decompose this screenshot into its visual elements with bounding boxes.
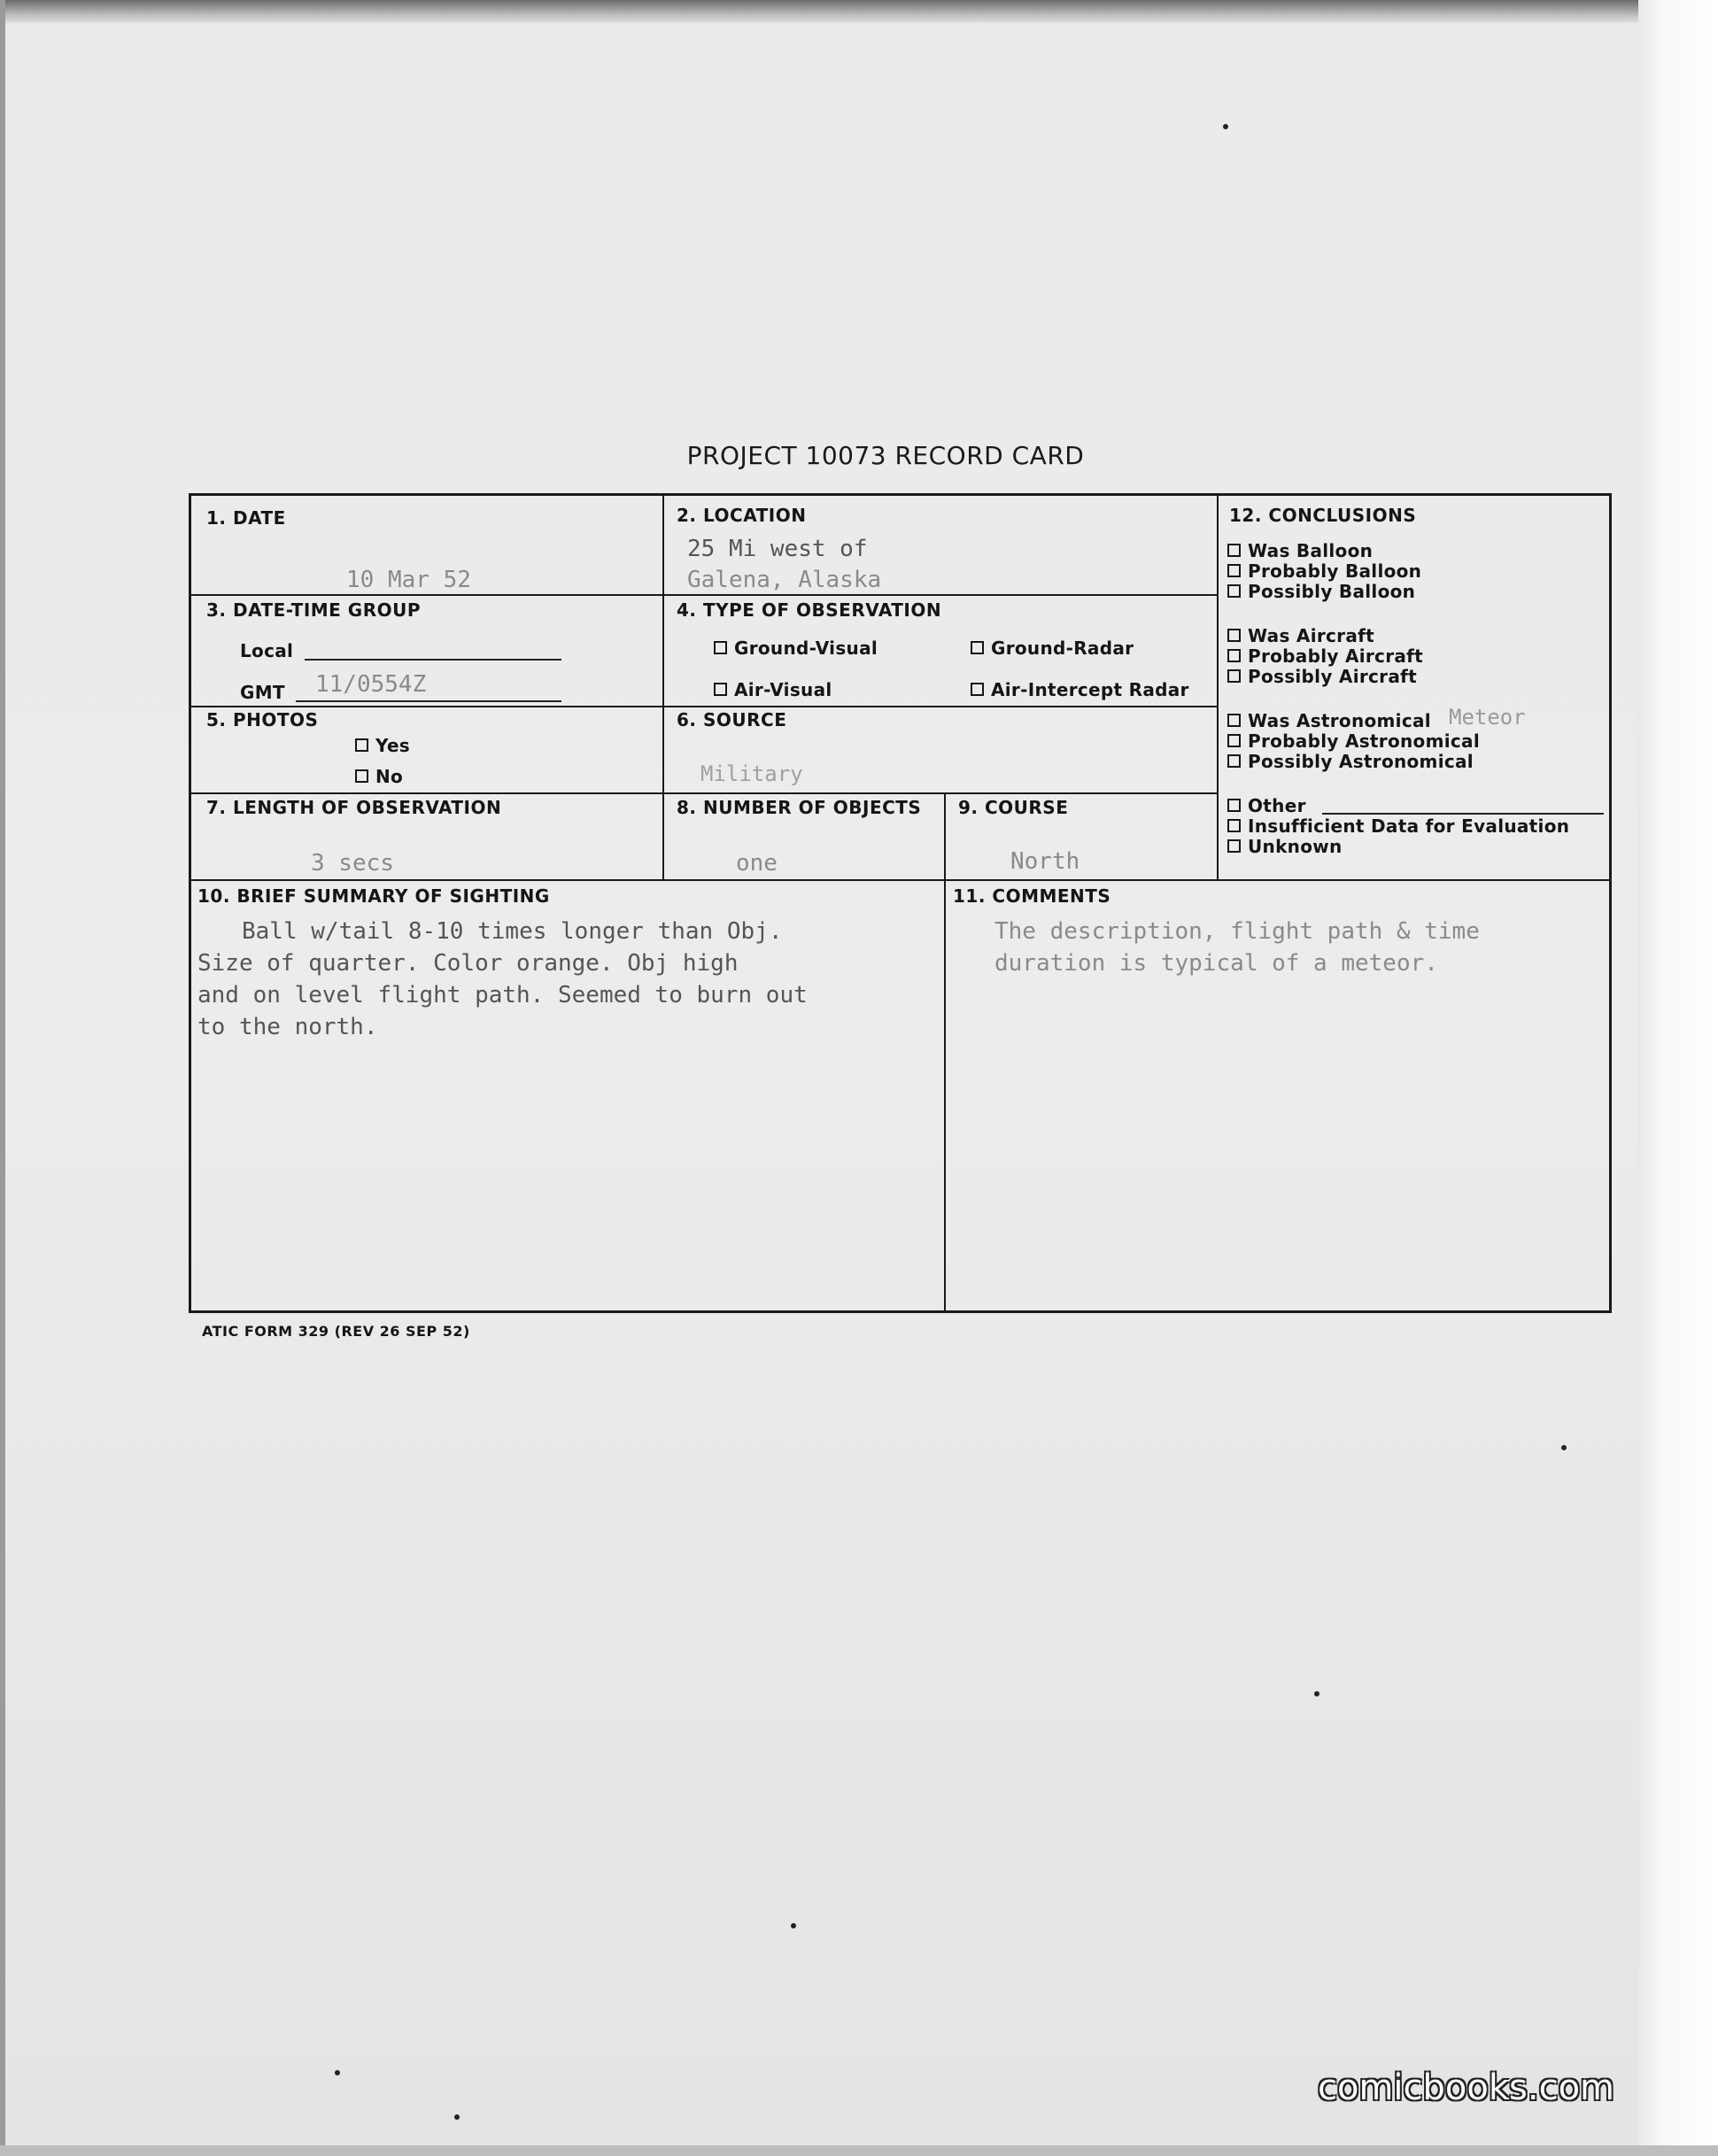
divider (191, 792, 1217, 794)
record-card (189, 493, 1612, 1313)
divider (191, 594, 1217, 596)
option-was-aircraft[interactable]: Was Aircraft (1227, 625, 1374, 646)
gmt-label: GMT (240, 682, 285, 703)
photos-label: 5. PHOTOS (206, 709, 319, 730)
option-other[interactable]: Other (1227, 795, 1306, 816)
option-ground-radar[interactable]: Ground-Radar (971, 638, 1134, 659)
date-value: 10 Mar 52 (346, 567, 471, 593)
date-time-group-label: 3. DATE-TIME GROUP (206, 599, 421, 621)
option-photos-yes[interactable]: Yes (355, 735, 410, 756)
option-air-intercept-radar[interactable]: Air-Intercept Radar (971, 679, 1189, 700)
checkbox-icon (1227, 564, 1241, 577)
summary-line-4: to the north. (197, 1014, 378, 1040)
option-unknown[interactable]: Unknown (1227, 836, 1343, 857)
summary-line-3: and on level flight path. Seemed to burn out (197, 982, 808, 1008)
checkbox-icon (1227, 584, 1241, 598)
comments-label: 11. COMMENTS (953, 885, 1111, 907)
location-line-2: Galena, Alaska (687, 567, 882, 593)
checkbox-icon (1227, 839, 1241, 853)
speck (791, 1923, 796, 1928)
length-of-observation-value: 3 secs (311, 850, 394, 877)
gmt-value: 11/0554Z (315, 671, 427, 698)
checkbox-icon (355, 738, 368, 752)
course-label: 9. COURSE (958, 797, 1069, 818)
checkbox-icon (1227, 629, 1241, 642)
option-possibly-astronomical[interactable]: Possibly Astronomical (1227, 751, 1474, 772)
type-of-observation-label: 4. TYPE OF OBSERVATION (677, 599, 942, 621)
number-of-objects-label: 8. NUMBER OF OBJECTS (677, 797, 922, 818)
checkbox-icon (1227, 734, 1241, 747)
option-probably-astronomical[interactable]: Probably Astronomical (1227, 730, 1480, 752)
option-insufficient-data[interactable]: Insufficient Data for Evaluation (1227, 815, 1569, 837)
speck (454, 2114, 460, 2120)
speck (1223, 124, 1228, 129)
checkbox-icon (714, 683, 727, 696)
checkbox-icon (355, 769, 368, 783)
divider (662, 496, 664, 879)
conclusions-label: 12. CONCLUSIONS (1229, 505, 1417, 526)
page-title: PROJECT 10073 RECORD CARD (686, 441, 1085, 470)
option-air-visual[interactable]: Air-Visual (714, 679, 832, 700)
option-possibly-aircraft[interactable]: Possibly Aircraft (1227, 666, 1417, 687)
checkbox-icon (1227, 714, 1241, 727)
local-field-line (305, 659, 561, 661)
summary-line-1: Ball w/tail 8-10 times longer than Obj. (242, 918, 783, 945)
source-value: Military (700, 761, 803, 786)
checkbox-icon (971, 683, 984, 696)
scan-left-edge (0, 0, 5, 2156)
course-value: North (1010, 848, 1080, 875)
option-possibly-balloon[interactable]: Possibly Balloon (1227, 581, 1415, 602)
divider (191, 879, 1610, 881)
date-label: 1. DATE (206, 507, 286, 529)
divider (944, 792, 946, 1311)
option-photos-no[interactable]: No (355, 766, 403, 787)
local-label: Local (240, 640, 294, 661)
other-field-line (1322, 813, 1604, 815)
form-id: ATIC FORM 329 (REV 26 SEP 52) (202, 1323, 470, 1340)
astronomical-note: Meteor (1449, 705, 1526, 730)
checkbox-icon (1227, 649, 1241, 662)
divider (1217, 496, 1219, 879)
location-label: 2. LOCATION (677, 505, 807, 526)
number-of-objects-value: one (736, 850, 778, 877)
option-probably-aircraft[interactable]: Probably Aircraft (1227, 645, 1423, 667)
speck (335, 2070, 340, 2075)
checkbox-icon (1227, 669, 1241, 683)
comments-line-2: duration is typical of a meteor. (994, 950, 1438, 977)
gmt-field-line (296, 700, 561, 702)
checkbox-icon (1227, 799, 1241, 812)
comments-line-1: The description, flight path & time (994, 918, 1480, 945)
length-of-observation-label: 7. LENGTH OF OBSERVATION (206, 797, 502, 818)
speck (1561, 1445, 1567, 1450)
option-probably-balloon[interactable]: Probably Balloon (1227, 560, 1421, 582)
checkbox-icon (714, 641, 727, 654)
location-line-1: 25 Mi west of (687, 536, 868, 562)
brief-summary-label: 10. BRIEF SUMMARY OF SIGHTING (197, 885, 550, 907)
checkbox-icon (1227, 544, 1241, 557)
scan-right-edge (1638, 0, 1718, 2156)
scan-bottom-edge (0, 2145, 1718, 2156)
checkbox-icon (1227, 754, 1241, 768)
checkbox-icon (1227, 819, 1241, 832)
divider (191, 706, 1217, 707)
speck (1314, 1691, 1319, 1696)
scan-top-edge (0, 0, 1718, 23)
checkbox-icon (971, 641, 984, 654)
source-label: 6. SOURCE (677, 709, 787, 730)
watermark: comicbooks.com (1318, 2067, 1615, 2108)
option-was-balloon[interactable]: Was Balloon (1227, 540, 1373, 561)
summary-line-2: Size of quarter. Color orange. Obj high (197, 950, 739, 977)
option-was-astronomical[interactable]: Was Astronomical (1227, 710, 1431, 731)
option-ground-visual[interactable]: Ground-Visual (714, 638, 878, 659)
